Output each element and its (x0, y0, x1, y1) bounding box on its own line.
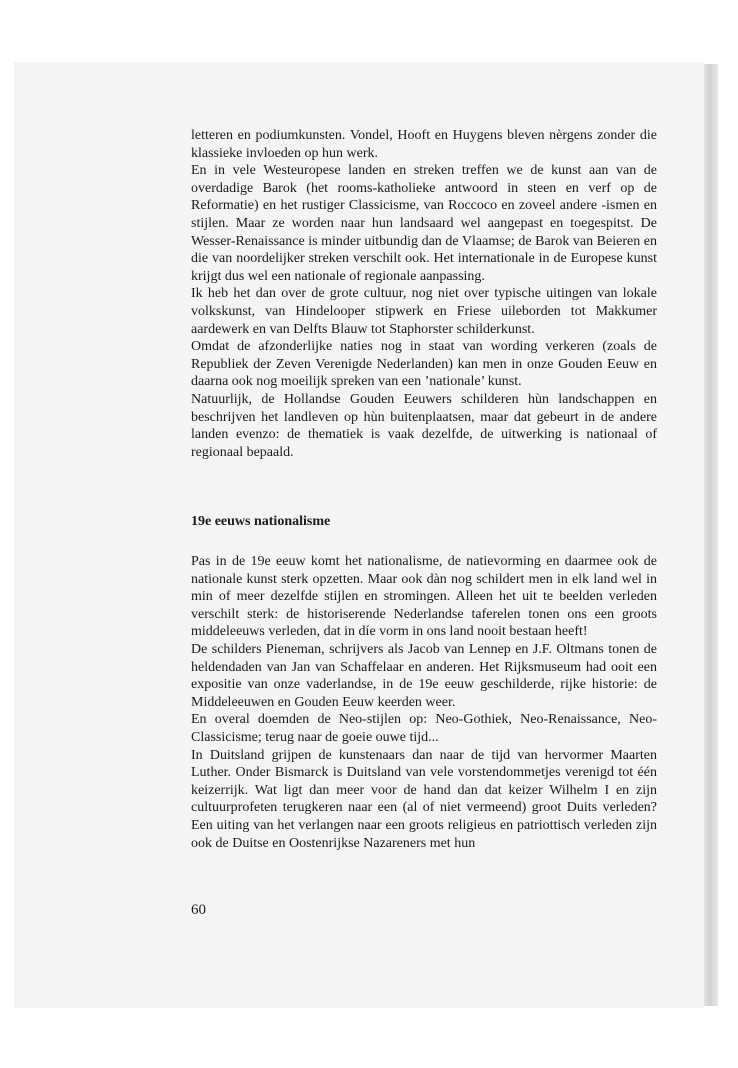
paragraph: Ik heb het dan over de grote cultuur, nog niet over typische uitingen van lokale volkskunst, van Hindelooper stipwerk en Friese uileborden tot Makkumer aardewerk en van Delfts Blauw tot Staphorster schilderkunst. (191, 286, 657, 337)
paragraph: De schilders Pieneman, schrijvers als Jacob van Lennep en J.F. Oltmans tonen de heldendaden van Jan van Schaffelaar en anderen. Het Rijksmuseum had ooit een expositie van onze vaderlandse, in de 19e eeuw geschilderde, rijke historie: de Middeleeuwen en Gouden Eeuw keerden weer. (191, 641, 657, 710)
paragraph: Omdat de afzonderlijke naties nog in staat van wording verkeren (zoals de Republiek der Zeven Verenigde Nederlanden) kan men in onze Gouden Eeuw en daarna ook nog moeilijk spreken van een ’nationale’ kunst. (191, 339, 657, 390)
paragraph: Pas in de 19e eeuw komt het nationalisme, de natievorming en daarmee ook de nationale kunst sterk opzetten. Maar ook dàn nog schildert men in elk land wel in min of meer dezelfde stijlen en stromingen. Alleen het uit te beelden verleden verschilt sterk: de historiserende Nederlandse taferelen tonen ons een groots middeleeuws verleden, dat in díe vorm in ons land nooit bestaan heeft! (191, 554, 657, 640)
body-text-section-2 (191, 553, 657, 852)
body-text-section-1 (191, 127, 657, 461)
section-heading: 19e eeuws nationalisme (191, 514, 331, 529)
paragraph: Natuurlijk, de Hollandse Gouden Eeuwers schilderen hùn landschappen en beschrijven het landleven op hùn buitenplaatsen, maar dat gebeurt in de andere landen evenzo: de thematiek is vaak dezelfde, de uitwerking is nationaal of regionaal bepaald. (191, 391, 657, 460)
paragraph: letteren en podiumkunsten. Vondel, Hooft en Huygens bleven nèrgens zonder die klassieke invloeden op hun werk. (191, 128, 657, 161)
paragraph: En in vele Westeuropese landen en streken treffen we de kunst aan van de overdadige Barok (het rooms-katholieke antwoord in steen en verf op de Reformatie) en het rustiger Classicisme, van Roccoco en zoveel andere -ismen en stijlen. Maar ze worden naar hun landsaard wel aangepast en toegespitst. De Wesser-Renaissance is minder uitbundig dan de Vlaamse; de Barok van Beieren en die van noordelijker streken verschilt ook. Het internationale in de Europese kunst krijgt dus wel een nationale of regionale aanpassing. (191, 163, 657, 284)
page-edge (704, 64, 718, 1006)
paragraph: In Duitsland grijpen de kunstenaars dan naar de tijd van hervormer Maarten Luther. Onder Bismarck is Duitsland van vele vorstendommetjes verenigd tot één keizerrijk. Wat ligt dan meer voor de hand dan dat keizer Wilhelm I en zijn cultuurprofeten terugkeren naar een (al of niet vermeend) groot Duits verleden? Een uiting van het verlangen naar een groots religieus en patriottisch verleden zijn ook de Duitse en Oostenrijkse Nazareners met hun (191, 747, 657, 851)
paragraph: En overal doemden de Neo-stijlen op: Neo-Gothiek, Neo-Renaissance, Neo-Classicisme; terug naar de goeie ouwe tijd... (191, 712, 657, 745)
page-number: 60 (191, 902, 206, 918)
